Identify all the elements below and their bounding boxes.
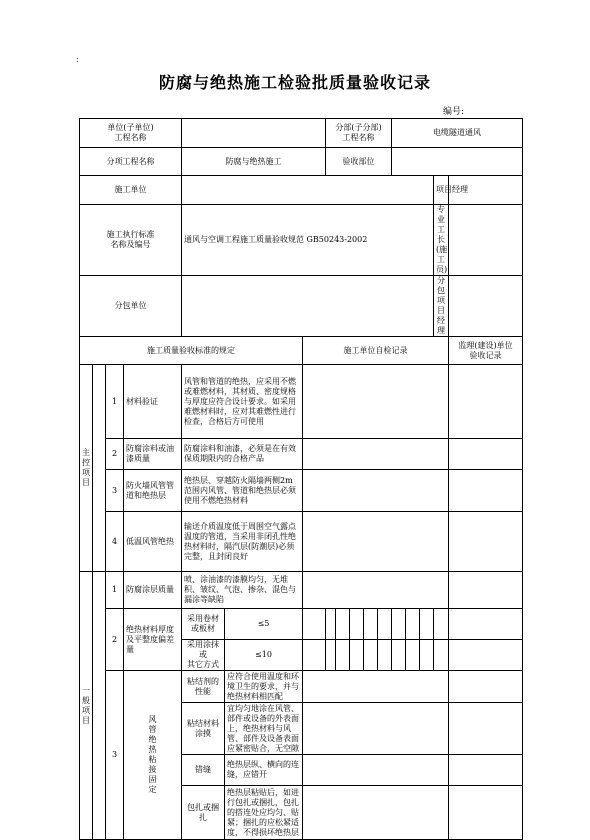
general-item-no: 2 [106, 609, 124, 671]
foreman-label: 专业工长 (施工员) [434, 205, 449, 276]
bonding-item-supervision[interactable] [449, 755, 523, 786]
bonding-item-name: 粘结材料涂摸 [182, 703, 225, 755]
measure-cell[interactable] [350, 640, 364, 671]
main-item-self-check[interactable] [303, 365, 449, 439]
general-items-spacer [93, 572, 106, 840]
measure-cell[interactable] [350, 609, 364, 640]
measure-cell[interactable] [364, 609, 378, 640]
item-name-label: 分项工程名称 [80, 148, 182, 176]
general-item-no: 3 [106, 671, 124, 840]
thickness-sub1-label: 采用卷材 或板材 [182, 609, 225, 640]
main-item-desc: 防腐涂料和油漆，必须是在有效保质期限内的合格产品 [182, 439, 303, 470]
measure-cell[interactable] [378, 640, 392, 671]
construction-unit-label: 施工单位 [80, 176, 182, 205]
thickness-sub2-value: ≤10 [225, 640, 303, 671]
main-item-supervision[interactable] [449, 365, 523, 439]
thickness-sub2-label: 采用涂抹或 其它方式 [182, 640, 225, 671]
general-item-supervision[interactable] [449, 609, 523, 640]
measure-cell[interactable] [364, 640, 378, 671]
measure-cell[interactable] [336, 640, 350, 671]
main-item-no: 1 [106, 365, 124, 439]
measure-cell[interactable] [434, 609, 449, 640]
page-title: 防腐与绝热施工检验批质量验收记录 [158, 73, 431, 92]
subunit-name-label: 分部(子分部) 工程名称 [326, 119, 392, 148]
bonding-group-label: 风 管 绝 热 粘 接 固 定 [124, 671, 182, 840]
measure-cell[interactable] [326, 609, 336, 640]
main-item-self-check[interactable] [303, 470, 449, 512]
bonding-item-self-check[interactable] [303, 786, 449, 840]
construction-unit-value[interactable] [182, 176, 434, 205]
self-check-column-header: 施工单位自检记录 [303, 337, 449, 365]
measure-cell[interactable] [392, 609, 406, 640]
main-item-no: 3 [106, 470, 124, 512]
bonding-item-self-check[interactable] [303, 755, 449, 786]
page-mark: : [76, 55, 79, 64]
measure-cell[interactable] [378, 609, 392, 640]
standard-value[interactable]: 通风与空调工程施工质量验收规范 GB50243-2002 [182, 205, 434, 276]
main-items-spacer [93, 365, 106, 572]
main-items-group-label: 主 控 项 目 [80, 365, 93, 572]
bonding-item-name: 包扎或捆扎 [182, 786, 225, 840]
bonding-item-self-check[interactable] [303, 703, 449, 755]
foreman-value[interactable] [449, 205, 523, 276]
general-item-name: 防腐涂层质量 [124, 572, 182, 609]
inspection-form-table [79, 118, 523, 840]
main-item-supervision[interactable] [449, 512, 523, 572]
bonding-item-desc: 宜均匀地涂在风管、部件或设备的外表面上，绝热材料与风管、部件及设备表面应紧密贴合，无空隙 [225, 703, 303, 755]
general-item-self-check[interactable] [303, 572, 449, 609]
measure-cell[interactable] [406, 609, 420, 640]
bonding-item-supervision[interactable] [449, 703, 523, 755]
main-item-desc: 绝热层、穿越防火隔墙两侧2m范围内风管、管道和绝热层必须使用不燃绝热材料 [182, 470, 303, 512]
main-item-self-check[interactable] [303, 439, 449, 470]
measure-cell[interactable] [392, 640, 406, 671]
measure-cell[interactable] [326, 640, 336, 671]
bonding-item-desc: 绝热层纵、横向的连缝，应错开 [225, 755, 303, 786]
bonding-item-supervision[interactable] [449, 671, 523, 703]
item-name-value[interactable]: 防腐与绝热施工 [182, 148, 326, 176]
acceptance-part-label: 验收部位 [326, 148, 392, 176]
project-manager-label: 项目经理 [434, 176, 449, 205]
general-items-group-label: 一 般 项 目 [80, 572, 93, 840]
main-item-supervision[interactable] [449, 439, 523, 470]
main-item-no: 2 [106, 439, 124, 470]
supervision-column-header: 监理(建设)单位 验收记录 [449, 337, 523, 365]
subcontract-manager-value[interactable] [449, 276, 523, 337]
bonding-item-self-check[interactable] [303, 671, 449, 703]
general-item-supervision[interactable] [449, 572, 523, 609]
code-number-label: 编号: [443, 107, 465, 117]
bonding-item-desc: 绝热层粘贴后，如进行包扎或捆扎，包扎的搭连处应均匀、贴紧；捆扎的应松紧适度，不得损坏绝热层 [225, 786, 303, 840]
measure-cell[interactable] [336, 609, 350, 640]
bonding-item-name: 粘结剂的性能 [182, 671, 225, 703]
subcontract-manager-label: 分 包 项目经理 [434, 276, 449, 337]
bonding-item-supervision[interactable] [449, 786, 523, 840]
main-item-self-check[interactable] [303, 512, 449, 572]
main-item-name: 防腐涂料或油漆质量 [124, 439, 182, 470]
general-item-name: 绝热材料厚度及平整度偏差量 [124, 609, 182, 671]
general-item-no: 1 [106, 572, 124, 609]
unit-name-value[interactable] [182, 119, 326, 148]
standard-label: 施工执行标准 名称及编号 [80, 205, 182, 276]
measure-cell[interactable] [406, 640, 420, 671]
measure-cell[interactable] [420, 609, 434, 640]
spec-column-header: 施工质量验收标准的规定 [80, 337, 303, 365]
measure-cell[interactable] [303, 609, 326, 640]
subcontract-unit-label: 分包单位 [80, 276, 182, 337]
thickness-sub1-value: ≤5 [225, 609, 303, 640]
main-item-name: 低温风管绝热 [124, 512, 182, 572]
measure-cell[interactable] [420, 640, 434, 671]
unit-name-label: 单位(子单位) 工程名称 [80, 119, 182, 148]
subunit-name-value[interactable]: 电缆隧道通风 [392, 119, 523, 148]
general-item-supervision[interactable] [449, 640, 523, 671]
main-item-desc: 风管和管道的绝热，应采用不燃或难燃材料，其材质、密度规格与厚度应符合设计要求。如采用难燃材料时，应对其难燃性进行检查，合格后方可使用 [182, 365, 303, 439]
main-item-supervision[interactable] [449, 470, 523, 512]
acceptance-part-value[interactable] [392, 148, 523, 176]
bonding-item-desc: 应符合使用温度和环境卫生的要求，并与绝热材料相匹配 [225, 671, 303, 703]
bonding-item-name: 错缝 [182, 755, 225, 786]
general-item-desc: 喷、涂油漆的漆膜均匀，无堆积、皱纹、气泡、掺杂、混色与漏涂等缺陷 [182, 572, 303, 609]
main-item-name: 防火墙风管管道和绝热层 [124, 470, 182, 512]
main-item-desc: 输送介质温度低于周围空气露点温度的管道，当采用非闭孔性绝热材料时，隔汽层(防潮层)必须完整，且封闭良好 [182, 512, 303, 572]
main-item-no: 4 [106, 512, 124, 572]
measure-cell[interactable] [303, 640, 326, 671]
main-item-name: 材料验证 [124, 365, 182, 439]
measure-cell[interactable] [434, 640, 449, 671]
subcontract-unit-value[interactable] [182, 276, 434, 337]
